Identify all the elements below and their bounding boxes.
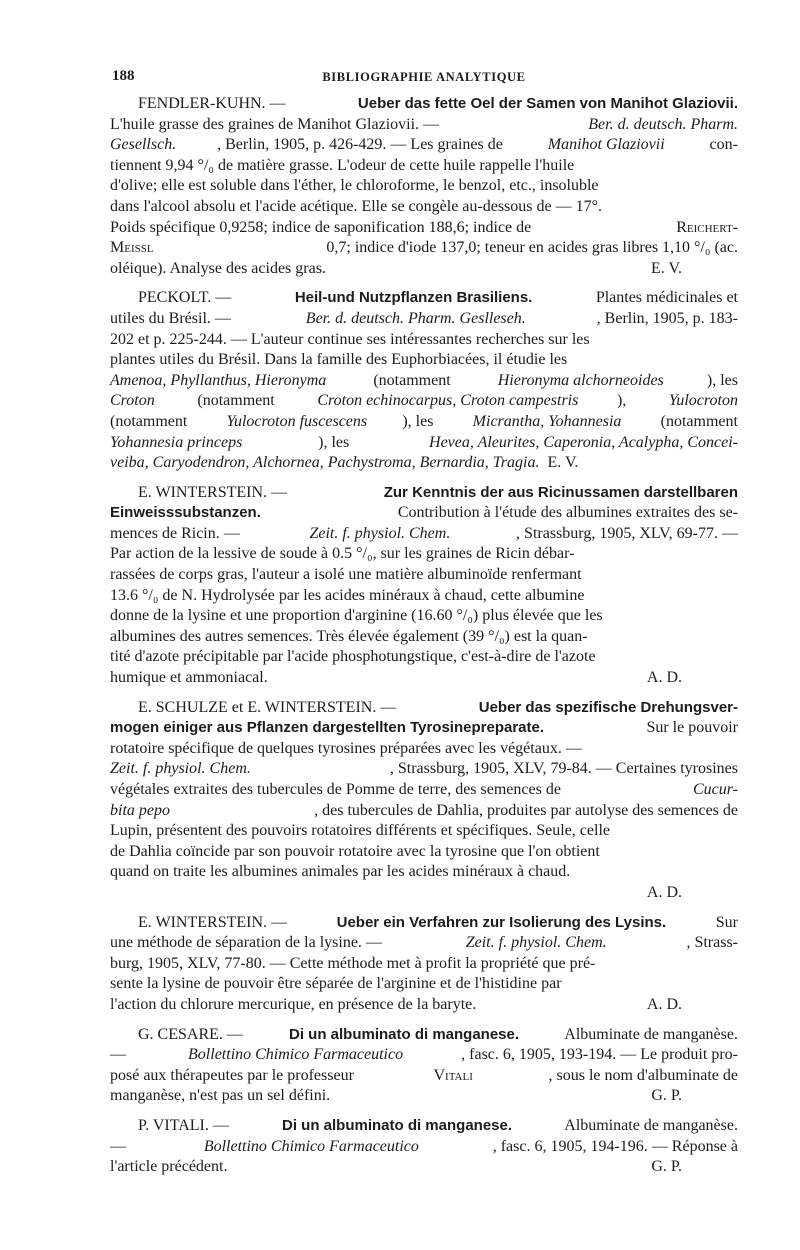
entry-line xyxy=(110,954,738,975)
entry-line xyxy=(110,995,738,1016)
italic-text: Cucur- xyxy=(692,781,738,798)
entry-text: L'huile grasse des graines de Manihot Glaziovii. — xyxy=(110,115,444,133)
entry-line xyxy=(110,739,738,760)
entry-line xyxy=(110,668,738,689)
entry-line xyxy=(110,135,738,156)
entry-line xyxy=(110,842,738,863)
entry-text: — xyxy=(110,1046,130,1064)
entry-text: d'olive; elle est soluble dans l'éther, le chloroforme, le benzol, etc., insoluble xyxy=(110,177,599,195)
entry-text: ), les xyxy=(706,371,738,389)
entry-line xyxy=(110,565,738,586)
entry-title-text: Einweisssubstanzen. xyxy=(110,504,261,522)
italic-text: Zeit. f. physiol. Chem. xyxy=(465,934,607,952)
entry-text: plantes utiles du Brésil. Dans la famille des Euphorbiacées, il étudie les xyxy=(110,351,568,369)
entry-line xyxy=(110,433,738,454)
bibliography-entry xyxy=(110,288,738,473)
entry-line xyxy=(110,197,738,218)
entry-text: l'article précédent. xyxy=(110,1158,228,1176)
entry-text: — xyxy=(110,1137,130,1155)
italic-text: Manihot Glaziovii xyxy=(547,136,665,154)
entry-title-text: Heil-und Nutzpflanzen Brasiliens. xyxy=(294,289,533,307)
italic-text: bita pepo xyxy=(110,801,170,819)
bibliography-entry xyxy=(110,913,738,1016)
entry-text: une méthode de séparation de la lysine. — xyxy=(110,934,386,952)
entry-line xyxy=(110,503,738,524)
entry-text: , Berlin, 1905, p. 426-429. — Les graines de xyxy=(217,136,507,154)
entry-line xyxy=(110,288,738,309)
entry-text: ), les xyxy=(402,412,438,430)
italic-text: Amenoa, Phyllanthus, Hieronyma xyxy=(110,371,327,389)
running-head: BIBLIOGRAPHIE ANALYTIQUE xyxy=(322,70,526,84)
author-signature: G. P. xyxy=(651,1158,682,1176)
italic-text: Croton xyxy=(110,392,155,410)
entry-text: sente la lysine de pouvoir être séparée de l'arginine et de l'histidine par xyxy=(110,975,562,993)
entry-line xyxy=(110,238,738,259)
entry-line xyxy=(110,586,738,607)
entry-text: dans l'alcool absolu et l'acide acétique. Elle se congèle au-dessous de — 17°. xyxy=(110,197,602,215)
page-number: 188 xyxy=(112,68,135,84)
entry-text: P. VITALI. — xyxy=(138,1116,233,1134)
italic-text: Croton echinocarpus, Croton campestris xyxy=(317,392,579,410)
entry-line xyxy=(110,524,738,545)
italic-text: Yohannesia princeps xyxy=(110,433,243,451)
entry-text: rotatoire spécifique de quelques tyrosines préparées avec les végétaux. — xyxy=(110,739,582,757)
italic-text: Hieronyma alchorneoides xyxy=(497,371,664,389)
entry-text: FENDLER-KUHN. — xyxy=(138,95,290,112)
entry-line xyxy=(110,412,738,433)
entry-text: Contribution à l'étude des albumines extraites des se- xyxy=(393,504,738,522)
entry-text: donne de la lysine et une proportion d'arginine (16.60 °/₀) plus élevée que les xyxy=(110,607,603,625)
entry-text: tité d'azote précipitable par l'acide phosphotungstique, c'est-à-dire de l'azote xyxy=(110,648,596,666)
entry-title-text: Ueber ein Verfahren zur Isolierung des Lysins. xyxy=(336,913,667,931)
italic-text: Gesellsch. xyxy=(110,136,177,154)
entry-line xyxy=(110,259,738,280)
entry-line xyxy=(110,1066,738,1087)
entry-line xyxy=(110,94,738,115)
entry-text: Meissl xyxy=(110,239,154,257)
bibliography-entry xyxy=(110,483,738,689)
italic-text: Zeit. f. physiol. Chem. xyxy=(309,524,451,542)
entry-line xyxy=(110,1116,738,1137)
page xyxy=(110,64,738,1187)
entry-text: E. WINTERSTEIN. — xyxy=(138,483,292,501)
italic-text: Bollettino Chimico Farmaceutico xyxy=(203,1137,419,1155)
italic-text: Hevea, Aleurites, Caperonia, Acalypha, Concei- xyxy=(429,433,738,451)
italic-text: Zeit. f. physiol. Chem. xyxy=(110,760,251,778)
entry-text: , Strassburg, 1905, XLV, 79-84. — Certaines tyrosines xyxy=(389,760,738,778)
entry-line xyxy=(110,780,738,801)
entry-line xyxy=(110,1045,738,1066)
entry-text: 202 et p. 225-244. — L'auteur continue ses intéressantes recherches sur les xyxy=(110,330,590,348)
bibliography-entry xyxy=(110,94,738,279)
entry-text: , Strassburg, 1905, XLV, 69-77. — xyxy=(516,524,738,542)
entry-line xyxy=(110,718,738,739)
entry-text: utiles du Brésil. — xyxy=(110,309,235,327)
entry-line xyxy=(110,1137,738,1158)
entry-text: l'action du chlorure mercurique, en présence de la baryte. xyxy=(110,995,477,1013)
entry-line xyxy=(110,606,738,627)
entry-text: con- xyxy=(705,136,738,154)
entry-text: végétales extraites des tubercules de Pomme de terre, des semences de xyxy=(110,781,565,798)
entry-title-text: Di un albuminato di manganese. xyxy=(281,1116,513,1134)
entry-line xyxy=(110,483,738,504)
entry-line xyxy=(110,1025,738,1046)
page-header xyxy=(110,64,738,88)
italic-text: Ber. d. deutsch. Pharm. Geslleseh. xyxy=(305,309,526,327)
author-signature: E. V. xyxy=(651,259,682,277)
entry-line xyxy=(110,350,738,371)
entry-line xyxy=(110,309,738,330)
entry-title-text: Di un albuminato di manganese. xyxy=(289,1025,520,1043)
author-signature: G. P. xyxy=(651,1087,682,1105)
entry-title-text: mogen einiger aus Pflanzen dargestellten Tyrosinepreparate. xyxy=(110,719,545,737)
italic-text: Micrantha, Yohannesia xyxy=(472,412,622,430)
entry-line xyxy=(110,759,738,780)
entry-text: E. WINTERSTEIN. — xyxy=(138,913,292,931)
italic-text: Yulocroton fuscescens xyxy=(226,412,368,430)
entry-text: oléique). Analyse des acides gras. xyxy=(110,259,326,277)
entry-text: albumines des autres semences. Très élevée également (39 °/₀) est la quan- xyxy=(110,627,588,645)
italic-text: veiba, Caryodendron, Alchornea, Pachystroma, Bernardia, Tragia. xyxy=(110,454,540,472)
entry-text: (notamment xyxy=(656,412,738,430)
entry-text: (notamment xyxy=(369,371,455,389)
bibliography-entries xyxy=(110,94,738,1178)
entry-text: , sous le nom d'albuminate de xyxy=(548,1066,738,1084)
entry-text: posé aux thérapeutes par le professeur xyxy=(110,1066,358,1084)
entry-text: G. CESARE. — xyxy=(138,1025,247,1043)
entry-text: manganèse, n'est pas un sel défini. xyxy=(110,1087,331,1105)
entry-line xyxy=(110,883,738,904)
entry-line xyxy=(110,115,738,136)
entry-text: , fasc. 6, 1905, 193-194. — Le produit pro- xyxy=(461,1046,738,1064)
entry-line xyxy=(110,933,738,954)
entry-line xyxy=(110,371,738,392)
entry-text: burg, 1905, XLV, 77-80. — Cette méthode met à profit la propriété que pré- xyxy=(110,954,596,972)
entry-line xyxy=(110,801,738,822)
italic-text: Yulocroton xyxy=(668,392,738,410)
italic-text: Bollettino Chimico Farmaceutico xyxy=(188,1046,404,1064)
entry-line xyxy=(110,913,738,934)
entry-text: Plantes médicinales et xyxy=(591,289,738,307)
entry-text: , Berlin, 1905, p. 183- xyxy=(596,309,738,327)
entry-line xyxy=(110,647,738,668)
entry-title-text: Zur Kenntnis der aus Ricinussamen darstellbaren xyxy=(383,483,738,501)
entry-text: ), les xyxy=(318,433,354,451)
entry-text: quand on traite les albumines animales par les acides minéraux à chaud. xyxy=(110,863,571,881)
bibliography-entry xyxy=(110,1116,738,1178)
author-signature: A. D. xyxy=(646,995,682,1013)
entry-text: E. SCHULZE et E. WINTERSTEIN. — xyxy=(138,698,401,716)
entry-text: humique et ammoniacal. xyxy=(110,669,268,687)
entry-text: Reichert- xyxy=(676,218,738,236)
entry-text: Albuminate de manganèse. xyxy=(561,1025,738,1043)
entry-text: Vitali xyxy=(433,1066,473,1084)
entry-text: Albuminate de manganèse. xyxy=(561,1116,738,1134)
bibliography-entry xyxy=(110,1025,738,1107)
entry-line xyxy=(110,544,738,565)
entry-text: Lupin, présentent des pouvoirs rotatoires différents et spécifiques. Seule, celle xyxy=(110,822,610,840)
entry-line xyxy=(110,821,738,842)
entry-text: , fasc. 6, 1905, 194-196. — Réponse à xyxy=(492,1137,738,1155)
author-signature: A. D. xyxy=(646,669,682,687)
entry-text: Par action de la lessive de soude à 0.5 °/₀, sur les graines de Ricin débar- xyxy=(110,545,575,563)
entry-text: , des tubercules de Dahlia, produites par autolyse des semences de xyxy=(314,801,738,819)
entry-line xyxy=(110,627,738,648)
entry-text: rassées de corps gras, l'auteur a isolé une matière albuminoïde renfermant xyxy=(110,566,582,584)
entry-text: Sur le pouvoir xyxy=(642,719,738,737)
entry-text: 13.6 °/₀ de N. Hydrolysée par les acides minéraux à chaud, cette albumine xyxy=(110,586,585,604)
italic-text: Ber. d. deutsch. Pharm. xyxy=(588,115,738,133)
entry-text: Sur xyxy=(711,913,738,931)
entry-title-text: Ueber das fette Oel der Samen von Manihot Glaziovii. xyxy=(357,95,738,112)
entry-line xyxy=(110,1157,738,1178)
author-signature: A. D. xyxy=(646,883,682,901)
entry-text: Poids spécifique 0,9258; indice de saponification 188,6; indice de xyxy=(110,218,536,236)
entry-line xyxy=(110,453,738,474)
entry-text: , Strass- xyxy=(686,934,738,952)
entry-text: mences de Ricin. — xyxy=(110,524,244,542)
entry-line xyxy=(110,974,738,995)
entry-line xyxy=(110,862,738,883)
entry-text: ), xyxy=(616,392,631,410)
entry-title-text: Ueber das spezifische Drehungsver- xyxy=(478,698,738,716)
entry-line xyxy=(110,698,738,719)
entry-text: PECKOLT. — xyxy=(138,289,236,307)
entry-line xyxy=(110,330,738,351)
entry-text: (notamment xyxy=(193,392,279,410)
entry-line xyxy=(110,1086,738,1107)
entry-text: 0,7; indice d'iode 137,0; teneur en acides gras libres 1,10 °/₀ (ac. xyxy=(322,239,738,257)
entry-line xyxy=(110,176,738,197)
entry-text: de Dahlia coïncide par son pouvoir rotatoire avec la tyrosine que l'on obtient xyxy=(110,842,600,860)
entry-text: (notamment xyxy=(110,412,192,430)
bibliography-entry xyxy=(110,698,738,904)
entry-line xyxy=(110,391,738,412)
entry-line xyxy=(110,156,738,177)
entry-line xyxy=(110,218,738,239)
entry-text: tiennent 9,94 °/₀ de matière grasse. L'odeur de cette huile rappelle l'huile xyxy=(110,156,575,174)
entry-text: E. V. xyxy=(539,454,579,472)
